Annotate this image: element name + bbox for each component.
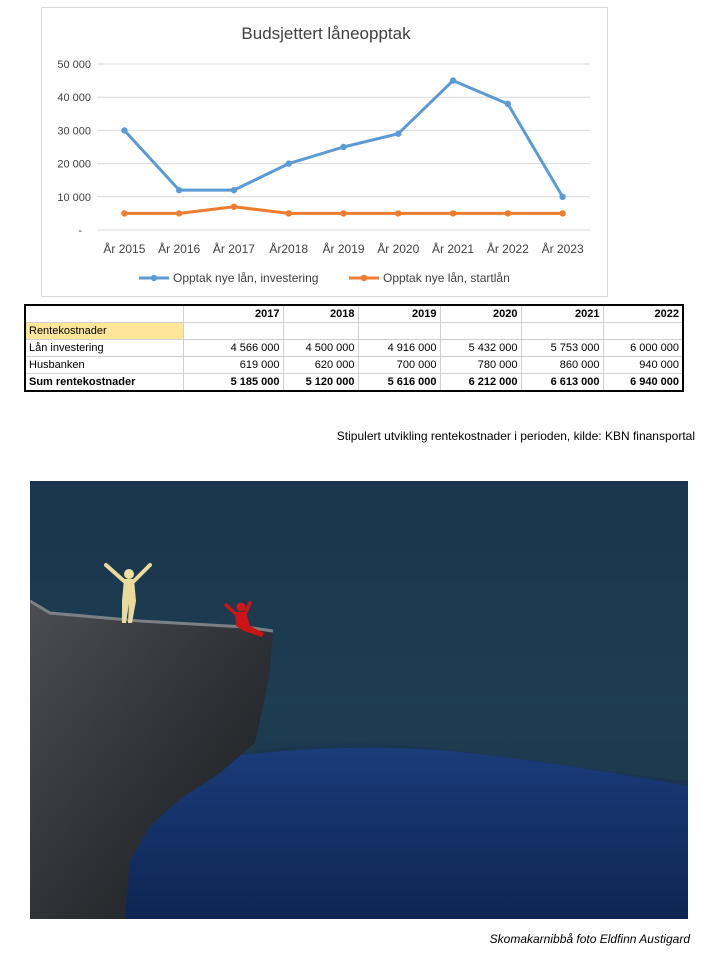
data-point <box>231 187 237 193</box>
interest-cost-table <box>24 304 684 392</box>
cell: 860 000 <box>521 357 603 374</box>
data-point <box>559 194 565 200</box>
cell: 700 000 <box>358 357 440 374</box>
fjord-cliff-photo <box>30 481 688 919</box>
cell: 5 753 000 <box>521 340 603 357</box>
table-caption: Stipulert utvikling rentekostnader i perioden, kilde: KBN finansportal <box>336 429 695 443</box>
legend-label-2: Opptak nye lån, startlån <box>383 271 510 285</box>
loan-chart <box>41 7 608 297</box>
y-tick-label: 10 000 <box>57 191 91 204</box>
y-tick-label: 50 000 <box>57 59 91 71</box>
cell: 4 500 000 <box>283 340 358 357</box>
cell <box>358 323 440 340</box>
photo-illustration <box>30 481 688 919</box>
y-tick-label: 30 000 <box>57 125 91 138</box>
y-tick-label: 20 000 <box>57 158 91 171</box>
legend-label-1: Opptak nye lån, investering <box>173 271 319 285</box>
x-tick-label: År 2016 <box>158 242 201 256</box>
y-axis-ticks <box>57 59 91 237</box>
x-tick-label: År 2021 <box>432 242 475 256</box>
cell: 2017 <box>183 305 283 323</box>
x-tick-label: År 2015 <box>103 242 146 256</box>
row-label: Lån investering <box>25 340 183 357</box>
y-tick-label: - <box>78 225 82 237</box>
cell: 2020 <box>440 305 521 323</box>
cell <box>440 323 521 340</box>
x-axis-ticks <box>103 241 584 256</box>
cell: 780 000 <box>440 357 521 374</box>
x-tick-label: År 2022 <box>486 242 529 256</box>
row-label: Husbanken <box>25 357 183 374</box>
cell <box>183 323 283 340</box>
data-point <box>121 127 127 133</box>
x-tick-label: År 2017 <box>212 242 255 256</box>
row-label <box>25 305 183 323</box>
cell: 6 000 000 <box>603 340 683 357</box>
cell: 6 212 000 <box>440 374 521 392</box>
row-label: Rentekostnader <box>25 323 183 340</box>
cell: 2021 <box>521 305 603 323</box>
cell: 4 916 000 <box>358 340 440 357</box>
loan-chart-svg <box>42 8 609 298</box>
cell: 2018 <box>283 305 358 323</box>
chart-title: Budsjettert låneopptak <box>241 24 411 43</box>
data-point <box>505 101 511 107</box>
table-header-row <box>25 305 683 323</box>
x-tick-label: År 2019 <box>322 242 365 256</box>
row-label: Sum rentekostnader <box>25 374 183 392</box>
data-point <box>176 187 182 193</box>
data-point <box>395 210 401 216</box>
cell: 2019 <box>358 305 440 323</box>
series-group <box>121 77 566 216</box>
cell <box>521 323 603 340</box>
x-tick-label: År2018 <box>269 242 309 256</box>
data-point <box>286 210 292 216</box>
data-point <box>450 77 456 83</box>
data-point <box>121 210 127 216</box>
data-point <box>395 131 401 137</box>
cell: 5 185 000 <box>183 374 283 392</box>
x-tick-label: År 2023 <box>541 242 584 256</box>
data-point <box>231 204 237 210</box>
photo-caption: Skomakarnibbå foto Eldfinn Austigard <box>489 932 690 946</box>
cell: 5 616 000 <box>358 374 440 392</box>
cell: 4 566 000 <box>183 340 283 357</box>
table-row <box>25 340 683 357</box>
data-point <box>286 160 292 166</box>
legend-marker-1 <box>151 275 157 281</box>
chart-legend <box>139 271 510 285</box>
cell: 5 432 000 <box>440 340 521 357</box>
cell <box>283 323 358 340</box>
cell: 5 120 000 <box>283 374 358 392</box>
data-point <box>559 210 565 216</box>
legend-marker-2 <box>361 275 367 281</box>
data-point <box>450 210 456 216</box>
x-tick-label: År 2020 <box>377 242 420 256</box>
data-point <box>505 210 511 216</box>
cell: 6 940 000 <box>603 374 683 392</box>
cell: 940 000 <box>603 357 683 374</box>
data-point <box>176 210 182 216</box>
cell: 619 000 <box>183 357 283 374</box>
data-point <box>340 210 346 216</box>
table-sum-row <box>25 374 683 392</box>
series-line-1 <box>124 81 562 197</box>
y-tick-label: 40 000 <box>57 92 91 105</box>
data-point <box>340 144 346 150</box>
interest-cost-table-wrap <box>24 304 682 392</box>
section-label-row <box>25 323 683 340</box>
cell: 620 000 <box>283 357 358 374</box>
cell <box>603 323 683 340</box>
cell: 2022 <box>603 305 683 323</box>
cell: 6 613 000 <box>521 374 603 392</box>
table-row <box>25 357 683 374</box>
